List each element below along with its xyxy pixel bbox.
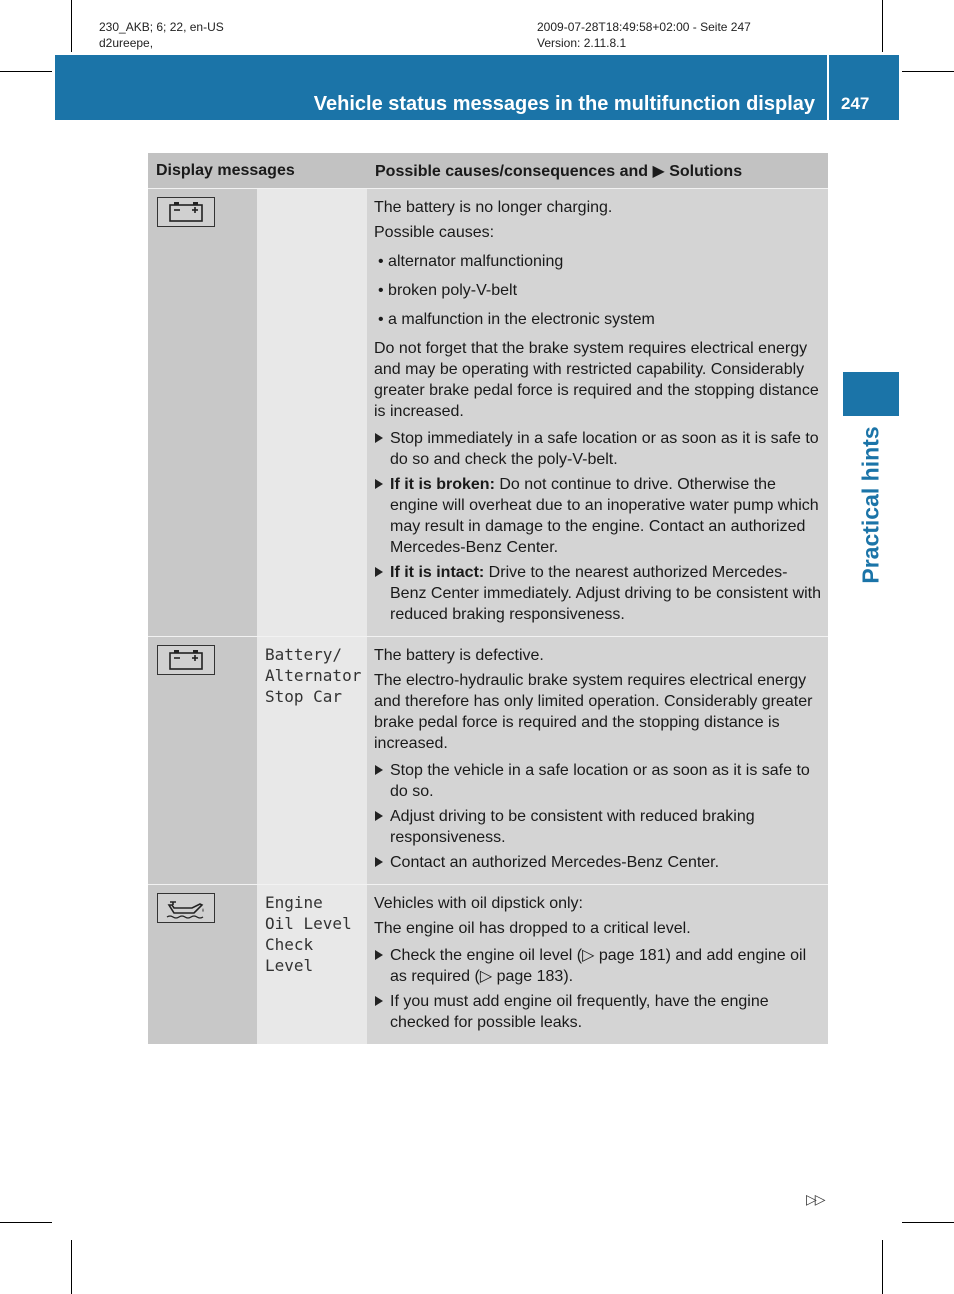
page-reference-link[interactable]: ▷ page 181 (582, 947, 666, 964)
crop-mark (902, 1222, 954, 1223)
print-meta-left (99, 19, 224, 51)
paragraph: The battery is defective. (374, 647, 544, 664)
step-arrow-icon (375, 996, 383, 1006)
step-text: Contact an authorized Mercedes-Benz Center. (390, 854, 720, 871)
solution-step (374, 562, 822, 625)
crop-mark (71, 0, 72, 52)
bullet-item: • a malfunction in the electronic system (378, 311, 655, 328)
step-arrow-icon (375, 765, 383, 775)
paragraph: Do not forget that the brake system requires electrical energy and may be operating with restricted capability. Considerably greater brake pedal force is required and the stopping distance is increased. (374, 340, 819, 420)
step-arrow-icon (375, 433, 383, 443)
step-text: ) and add engine oil as required ( (390, 947, 807, 985)
crop-mark (71, 1240, 72, 1294)
display-icon-cell (148, 189, 257, 637)
table-row (148, 885, 828, 1045)
display-message-line: Check (265, 935, 314, 954)
step-arrow-icon (375, 857, 383, 867)
bullet-item: • broken poly-V-belt (378, 282, 518, 299)
continued-marker: ▷▷ (806, 1191, 824, 1207)
page-number: 247 (841, 94, 870, 113)
page-number-box (829, 55, 899, 120)
table-header-row (148, 153, 828, 189)
paragraph: Vehicles with oil dipstick only: (374, 895, 583, 912)
step-text: If you must add engine oil frequently, have the engine checked for possible leaks. (390, 993, 769, 1031)
step-text: ). (563, 968, 574, 985)
paragraph: The electro-hydraulic brake system requires electrical energy and therefore has only limited operation. Considerably greater brake pedal force is required and the stopping distance is increased. (374, 672, 813, 752)
solution-step (374, 806, 822, 848)
crop-mark (902, 71, 954, 72)
display-icon-cell (148, 885, 257, 1045)
display-message-line: Level (265, 956, 314, 975)
solution-step (374, 760, 822, 802)
column-header: Possible causes/consequences and ▶ Solutions (367, 153, 828, 189)
paragraph: The battery is no longer charging. (374, 199, 613, 216)
step-text: Adjust driving to be consistent with reduced braking responsiveness. (390, 808, 755, 846)
display-message-line: Engine (265, 893, 323, 912)
section-header (55, 55, 827, 120)
display-message-cell (257, 189, 367, 637)
page-title: Vehicle status messages in the multifunction display (313, 93, 815, 115)
oil-can-icon (157, 893, 215, 923)
side-tab-label: Practical hints (857, 426, 884, 584)
print-meta-right (537, 19, 751, 51)
step-arrow-icon (375, 811, 383, 821)
solution-cell (367, 637, 828, 885)
crop-mark (882, 0, 883, 52)
step-arrow-icon (375, 567, 383, 577)
step-text: Check the engine oil level ( (390, 947, 583, 964)
crop-mark (0, 71, 52, 72)
paragraph: Possible causes: (374, 224, 495, 241)
step-arrow-icon (375, 479, 383, 489)
solution-step (374, 991, 822, 1033)
step-emphasis: If it is intact: (390, 564, 485, 581)
crop-mark (882, 1240, 883, 1294)
solution-step (374, 428, 822, 470)
solution-step (374, 474, 822, 558)
bullet-item: • alternator malfunctioning (378, 253, 564, 270)
display-message-cell (257, 885, 367, 1045)
display-message-line: Alternator (265, 666, 362, 685)
display-message-line: Battery/ (265, 645, 343, 664)
step-emphasis: If it is broken: (390, 476, 495, 493)
page-reference-link[interactable]: ▷ page 183 (479, 968, 564, 985)
battery-icon (157, 645, 215, 675)
step-text: Stop immediately in a safe location or as soon as it is safe to do so and check the poly-V-belt. (390, 430, 819, 468)
display-icon-cell (148, 637, 257, 885)
solution-step (374, 852, 822, 873)
meta-line: 2009-07-28T18:49:58+02:00 - Seite 247 (537, 20, 751, 34)
step-arrow-icon (375, 950, 383, 960)
table-row (148, 637, 828, 885)
meta-line: 230_AKB; 6; 22, en-US (99, 20, 224, 34)
step-text: Stop the vehicle in a safe location or as soon as it is safe to do so. (390, 762, 810, 800)
step-text: Do not continue to drive. Otherwise the engine will overheat due to an inoperative water pump which may result in damage to the engine. Contact an authorized Mercedes-Benz Center. (390, 476, 819, 556)
step-text: Drive to the nearest authorized Mercedes-Benz Center immediately. Adjust driving to be consistent with reduced braking responsiveness. (390, 564, 822, 623)
solution-cell (367, 189, 828, 637)
meta-line: d2ureepe, (99, 36, 154, 50)
display-message-line: Oil Level (265, 914, 352, 933)
solution-step (374, 945, 822, 987)
status-messages-table (148, 153, 828, 1044)
meta-line: Version: 2.11.8.1 (537, 36, 627, 50)
solution-cell (367, 885, 828, 1045)
side-tab-marker (843, 372, 899, 416)
display-message-cell (257, 637, 367, 885)
battery-icon (157, 197, 215, 227)
table-row (148, 189, 828, 637)
paragraph: The engine oil has dropped to a critical level. (374, 920, 691, 937)
crop-mark (0, 1222, 52, 1223)
column-header: Display messages (148, 153, 367, 189)
display-message-line: Stop Car (265, 687, 343, 706)
